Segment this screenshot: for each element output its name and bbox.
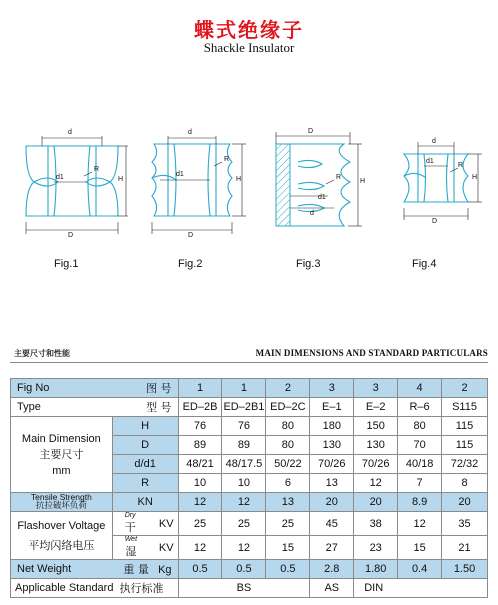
table-cell: 6 (266, 474, 310, 493)
fig1-dim-h: H (118, 176, 124, 183)
table-cell: ED–2B1 (222, 398, 266, 417)
standard-as: AS (310, 579, 354, 598)
table-cell: 50/22 (266, 455, 310, 474)
figure-4-label: Fig.4 (412, 258, 437, 270)
fig-no-header: Fig No 图 号 (11, 379, 179, 398)
table-cell: S115 (442, 398, 488, 417)
table-row-dim-h (11, 417, 488, 436)
table-row-flashover-dry (11, 512, 488, 536)
table-cell: 8.9 (398, 493, 442, 512)
dim-key-d: D (112, 436, 178, 455)
table-cell: E–2 (354, 398, 398, 417)
fig2-dim-d: d (188, 129, 192, 136)
standard-header: Applicable Standard 执行标准 (11, 579, 179, 598)
figure-2-label: Fig.2 (178, 258, 203, 270)
type-header: Type 型 号 (11, 398, 179, 417)
figure-1-label: Fig.1 (54, 258, 79, 270)
fig1-dim-d: d (68, 129, 72, 136)
fig4-dim-r: R (458, 162, 464, 169)
table-cell: 10 (178, 474, 222, 493)
page-title-cn: 蝶式绝缘子 (194, 18, 304, 42)
fig4-dim-big-d: D (432, 218, 438, 225)
table-cell: 89 (222, 436, 266, 455)
standard-bs: BS (178, 579, 310, 598)
figure-3-drawing (268, 122, 368, 240)
table-cell: 1 (222, 379, 266, 398)
fig3-dim-d1: d1 (318, 194, 326, 201)
table-cell: 130 (310, 436, 354, 455)
figure-4-drawing (394, 126, 484, 236)
table-cell: 76 (178, 417, 222, 436)
table-cell: E–1 (310, 398, 354, 417)
table-cell: 0.5 (178, 560, 222, 579)
table-cell: 20 (442, 493, 488, 512)
section-divider (10, 362, 488, 363)
dim-key-r: R (112, 474, 178, 493)
table-cell: ED–2B (178, 398, 222, 417)
figure-2-drawing (140, 129, 250, 246)
flashover-label: Flashover Voltage 平均闪络电压 (11, 512, 113, 560)
fig1-dim-r: R (94, 166, 100, 173)
tensile-label: Tensile Strength 抗拉破坏负荷 (11, 493, 113, 512)
fig3-dim-r: R (336, 174, 342, 181)
section-title-cn: 主要尺寸和性能 (14, 349, 70, 358)
table-cell: 150 (354, 417, 398, 436)
table-cell: 70 (398, 436, 442, 455)
table-row-weight (11, 560, 488, 579)
table-cell: 13 (266, 493, 310, 512)
table-cell: 27 (310, 536, 354, 560)
section-title-en: MAIN DIMENSIONS AND STANDARD PARTICULARS (255, 348, 488, 358)
table-cell: 1.50 (442, 560, 488, 579)
main-dimension-label: Main Dimension 主要尺寸 mm (11, 417, 113, 493)
table-cell: 3 (354, 379, 398, 398)
flashover-wet-unit: Wet 湿 KV (112, 536, 178, 560)
fig3-dim-h: H (360, 178, 366, 185)
table-cell: 2 (266, 379, 310, 398)
table-cell: 0.5 (222, 560, 266, 579)
table-cell: 80 (398, 417, 442, 436)
table-cell: 15 (266, 536, 310, 560)
fig3-dim-d: d (310, 210, 314, 217)
table-cell: 25 (266, 512, 310, 536)
table-cell: 35 (442, 512, 488, 536)
table-cell: 130 (354, 436, 398, 455)
table-cell: ED–2C (266, 398, 310, 417)
fig4-dim-d: d (432, 138, 436, 145)
table-cell: 180 (310, 417, 354, 436)
table-cell: 70/26 (354, 455, 398, 474)
table-cell: R–6 (398, 398, 442, 417)
fig2-dim-h: H (236, 176, 242, 183)
table-cell: 89 (178, 436, 222, 455)
table-cell: 38 (354, 512, 398, 536)
table-cell: 3 (310, 379, 354, 398)
fig4-dim-d1: d1 (426, 158, 434, 165)
specs-table (10, 378, 488, 598)
table-row-tensile (11, 493, 488, 512)
table-cell: 7 (398, 474, 442, 493)
figure-1-drawing (18, 129, 128, 246)
table-cell: 80 (266, 436, 310, 455)
table-cell: 40/18 (398, 455, 442, 474)
weight-header: Net Weight 重 量 Kg (11, 560, 179, 579)
table-cell: 12 (222, 536, 266, 560)
table-cell: 0.5 (266, 560, 310, 579)
table-cell: 80 (266, 417, 310, 436)
table-cell: 20 (354, 493, 398, 512)
tensile-unit: KN (112, 493, 178, 512)
table-cell: 48/21 (178, 455, 222, 474)
table-cell: 115 (442, 436, 488, 455)
table-cell: 12 (354, 474, 398, 493)
table-row-standard (11, 579, 488, 598)
table-cell: 20 (310, 493, 354, 512)
figure-area (0, 118, 498, 288)
table-cell: 12 (222, 493, 266, 512)
table-cell: 45 (310, 512, 354, 536)
table-row-fig-no (11, 379, 488, 398)
table-row-type (11, 398, 488, 417)
page-title-en: Shackle Insulator (203, 40, 295, 55)
dim-key-h: H (112, 417, 178, 436)
table-cell: 12 (178, 536, 222, 560)
standard-din: DIN (354, 579, 488, 598)
table-cell: 15 (398, 536, 442, 560)
fig1-dim-d1: d1 (56, 174, 64, 181)
figure-3-label: Fig.3 (296, 258, 321, 270)
table-cell: 25 (222, 512, 266, 536)
table-cell: 23 (354, 536, 398, 560)
fig2-dim-r: R (224, 156, 230, 163)
dim-key-dd1: d/d1 (112, 455, 178, 474)
table-cell: 13 (310, 474, 354, 493)
fig4-dim-h: H (472, 174, 478, 181)
table-cell: 1.80 (354, 560, 398, 579)
fig1-dim-big-d: D (68, 232, 74, 239)
flashover-dry-unit: Dry 干 KV (112, 512, 178, 536)
table-cell: 0.4 (398, 560, 442, 579)
table-cell: 21 (442, 536, 488, 560)
table-cell: 2 (442, 379, 488, 398)
table-cell: 2.8 (310, 560, 354, 579)
table-cell: 12 (398, 512, 442, 536)
table-cell: 76 (222, 417, 266, 436)
fig3-dim-big-d: D (308, 128, 314, 135)
fig2-dim-big-d: D (188, 232, 194, 239)
fig2-dim-d1: d1 (176, 171, 184, 178)
table-cell: 48/17.5 (222, 455, 266, 474)
table-cell: 1 (178, 379, 222, 398)
table-cell: 4 (398, 379, 442, 398)
table-cell: 70/26 (310, 455, 354, 474)
table-cell: 12 (178, 493, 222, 512)
table-cell: 10 (222, 474, 266, 493)
table-cell: 8 (442, 474, 488, 493)
table-cell: 72/32 (442, 455, 488, 474)
table-cell: 25 (178, 512, 222, 536)
table-cell: 115 (442, 417, 488, 436)
